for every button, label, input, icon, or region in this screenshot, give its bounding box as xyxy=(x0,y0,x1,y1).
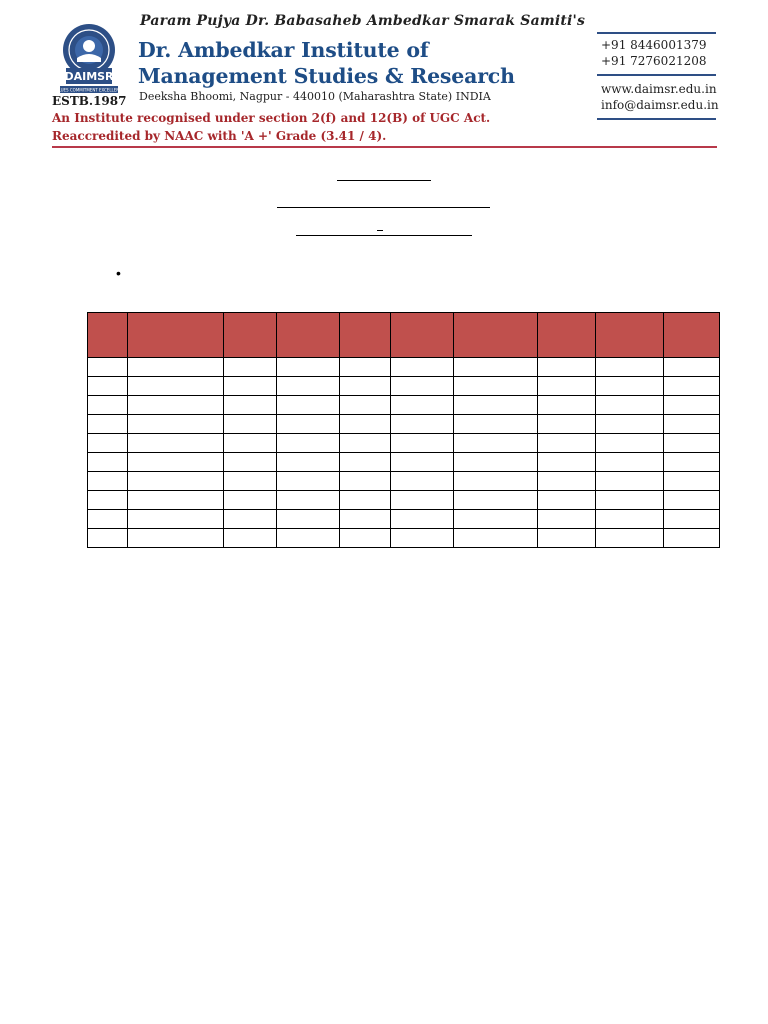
table-cell xyxy=(664,510,720,529)
table-cell xyxy=(454,434,538,453)
header-cell xyxy=(340,313,391,358)
heading-underline-3 xyxy=(296,235,472,236)
table-cell xyxy=(538,396,596,415)
header-cell xyxy=(277,313,340,358)
table-cell xyxy=(128,358,224,377)
table-cell xyxy=(664,472,720,491)
table-cell xyxy=(664,377,720,396)
header-cell xyxy=(596,313,664,358)
table-cell xyxy=(88,415,128,434)
table-cell xyxy=(596,510,664,529)
table-cell xyxy=(88,358,128,377)
table-cell xyxy=(664,415,720,434)
contact-middle-rule xyxy=(597,74,716,76)
table-cell xyxy=(224,415,277,434)
table-cell xyxy=(277,358,340,377)
table-cell xyxy=(538,453,596,472)
table-cell xyxy=(391,396,454,415)
table-cell xyxy=(454,491,538,510)
table-cell xyxy=(340,453,391,472)
table-cell xyxy=(454,377,538,396)
table-cell xyxy=(340,491,391,510)
header-cell xyxy=(224,313,277,358)
table-row xyxy=(88,434,720,453)
table-cell xyxy=(538,358,596,377)
table-cell xyxy=(340,396,391,415)
table-cell xyxy=(538,377,596,396)
table-cell xyxy=(128,472,224,491)
table-cell xyxy=(88,510,128,529)
table-row xyxy=(88,358,720,377)
table-cell xyxy=(224,396,277,415)
table-row xyxy=(88,529,720,548)
table-cell xyxy=(224,529,277,548)
table-row xyxy=(88,453,720,472)
table-cell xyxy=(391,510,454,529)
table-cell xyxy=(88,453,128,472)
table-cell xyxy=(596,358,664,377)
table-cell xyxy=(454,529,538,548)
table-cell xyxy=(454,453,538,472)
table-cell xyxy=(454,396,538,415)
table-cell xyxy=(454,415,538,434)
table-cell xyxy=(224,472,277,491)
institute-name-line-1: Dr. Ambedkar Institute of xyxy=(138,38,429,62)
table-cell xyxy=(596,434,664,453)
table-cell xyxy=(391,434,454,453)
table-cell xyxy=(454,510,538,529)
table-row xyxy=(88,415,720,434)
table-cell xyxy=(664,396,720,415)
table-cell xyxy=(277,415,340,434)
table-cell xyxy=(128,415,224,434)
table-cell xyxy=(277,396,340,415)
phone-number-1: +91 8446001379 xyxy=(601,38,707,52)
table-cell xyxy=(340,377,391,396)
table-cell xyxy=(277,491,340,510)
table-cell xyxy=(340,434,391,453)
table-cell xyxy=(538,529,596,548)
header-cell xyxy=(454,313,538,358)
institute-name-line-2: Management Studies & Research xyxy=(138,64,515,88)
heading-underline-2 xyxy=(277,207,490,208)
table-cell xyxy=(128,491,224,510)
table-cell xyxy=(128,453,224,472)
table-body xyxy=(88,358,720,548)
naac-accreditation: Reaccredited by NAAC with 'A +' Grade (3.41 / 4). xyxy=(52,129,387,143)
website-link[interactable]: www.daimsr.edu.in xyxy=(601,82,717,96)
table-cell xyxy=(391,529,454,548)
table-row xyxy=(88,510,720,529)
table-cell xyxy=(277,472,340,491)
table-row xyxy=(88,377,720,396)
table-cell xyxy=(277,529,340,548)
contact-bottom-rule xyxy=(597,118,716,120)
table-cell xyxy=(596,472,664,491)
table-cell xyxy=(128,434,224,453)
table-cell xyxy=(340,472,391,491)
table-cell xyxy=(596,396,664,415)
table-cell xyxy=(664,434,720,453)
table-cell xyxy=(88,529,128,548)
table-cell xyxy=(224,377,277,396)
heading-underline-1 xyxy=(337,180,431,181)
table-cell xyxy=(88,472,128,491)
table-cell xyxy=(538,434,596,453)
letterhead-divider xyxy=(52,146,717,148)
table-cell xyxy=(224,510,277,529)
table-cell xyxy=(596,491,664,510)
table-cell xyxy=(88,377,128,396)
bullet-point: • xyxy=(116,265,121,281)
table-cell xyxy=(391,453,454,472)
table-cell xyxy=(538,472,596,491)
table-cell xyxy=(224,491,277,510)
header-cell xyxy=(391,313,454,358)
table-cell xyxy=(88,491,128,510)
table-cell xyxy=(596,377,664,396)
letterhead xyxy=(0,0,768,160)
table-cell xyxy=(391,415,454,434)
phone-number-2: +91 7276021208 xyxy=(601,54,707,68)
table-cell xyxy=(538,415,596,434)
table-cell xyxy=(277,434,340,453)
logo-emblem-icon xyxy=(52,20,126,98)
table-header-row xyxy=(88,313,720,358)
header-cell xyxy=(664,313,720,358)
logo-text: DAIMSR xyxy=(64,70,114,83)
table-cell xyxy=(277,510,340,529)
logo-motto: VALUES COMMITMENT EXCELLENCE xyxy=(53,87,125,93)
header-cell xyxy=(538,313,596,358)
contact-top-rule xyxy=(597,32,716,34)
table-row xyxy=(88,472,720,491)
table-cell xyxy=(277,377,340,396)
table-cell xyxy=(128,377,224,396)
institute-address: Deeksha Bhoomi, Nagpur - 440010 (Maharashtra State) INDIA xyxy=(139,90,491,103)
table-cell xyxy=(664,358,720,377)
table-cell xyxy=(538,491,596,510)
table-cell xyxy=(224,358,277,377)
table-cell xyxy=(391,358,454,377)
table-cell xyxy=(664,453,720,472)
table-cell xyxy=(340,529,391,548)
data-table xyxy=(87,312,720,548)
table-row xyxy=(88,491,720,510)
table-cell xyxy=(454,472,538,491)
table-cell xyxy=(224,434,277,453)
established-year: ESTB.1987 xyxy=(52,94,127,108)
table-cell xyxy=(596,529,664,548)
table-cell xyxy=(128,396,224,415)
table-cell xyxy=(340,510,391,529)
table-cell xyxy=(340,358,391,377)
table-cell xyxy=(454,358,538,377)
table-cell xyxy=(391,377,454,396)
table-cell xyxy=(128,510,224,529)
heading-underline-dash xyxy=(377,230,383,231)
table-cell xyxy=(88,396,128,415)
table-cell xyxy=(596,453,664,472)
table-cell xyxy=(664,491,720,510)
header-cell xyxy=(88,313,128,358)
samiti-name: Param Pujya Dr. Babasaheb Ambedkar Smarak Samiti's xyxy=(140,13,586,29)
table-row xyxy=(88,396,720,415)
table-cell xyxy=(224,453,277,472)
table-cell xyxy=(88,434,128,453)
table-cell xyxy=(128,529,224,548)
table-cell xyxy=(391,491,454,510)
email-link[interactable]: info@daimsr.edu.in xyxy=(601,98,719,112)
ugc-recognition: An Institute recognised under section 2(f) and 12(B) of UGC Act. xyxy=(52,111,491,125)
table-cell xyxy=(391,472,454,491)
table-cell xyxy=(277,453,340,472)
table-cell xyxy=(340,415,391,434)
table-cell xyxy=(538,510,596,529)
header-cell xyxy=(128,313,224,358)
table-cell xyxy=(664,529,720,548)
table-cell xyxy=(596,415,664,434)
